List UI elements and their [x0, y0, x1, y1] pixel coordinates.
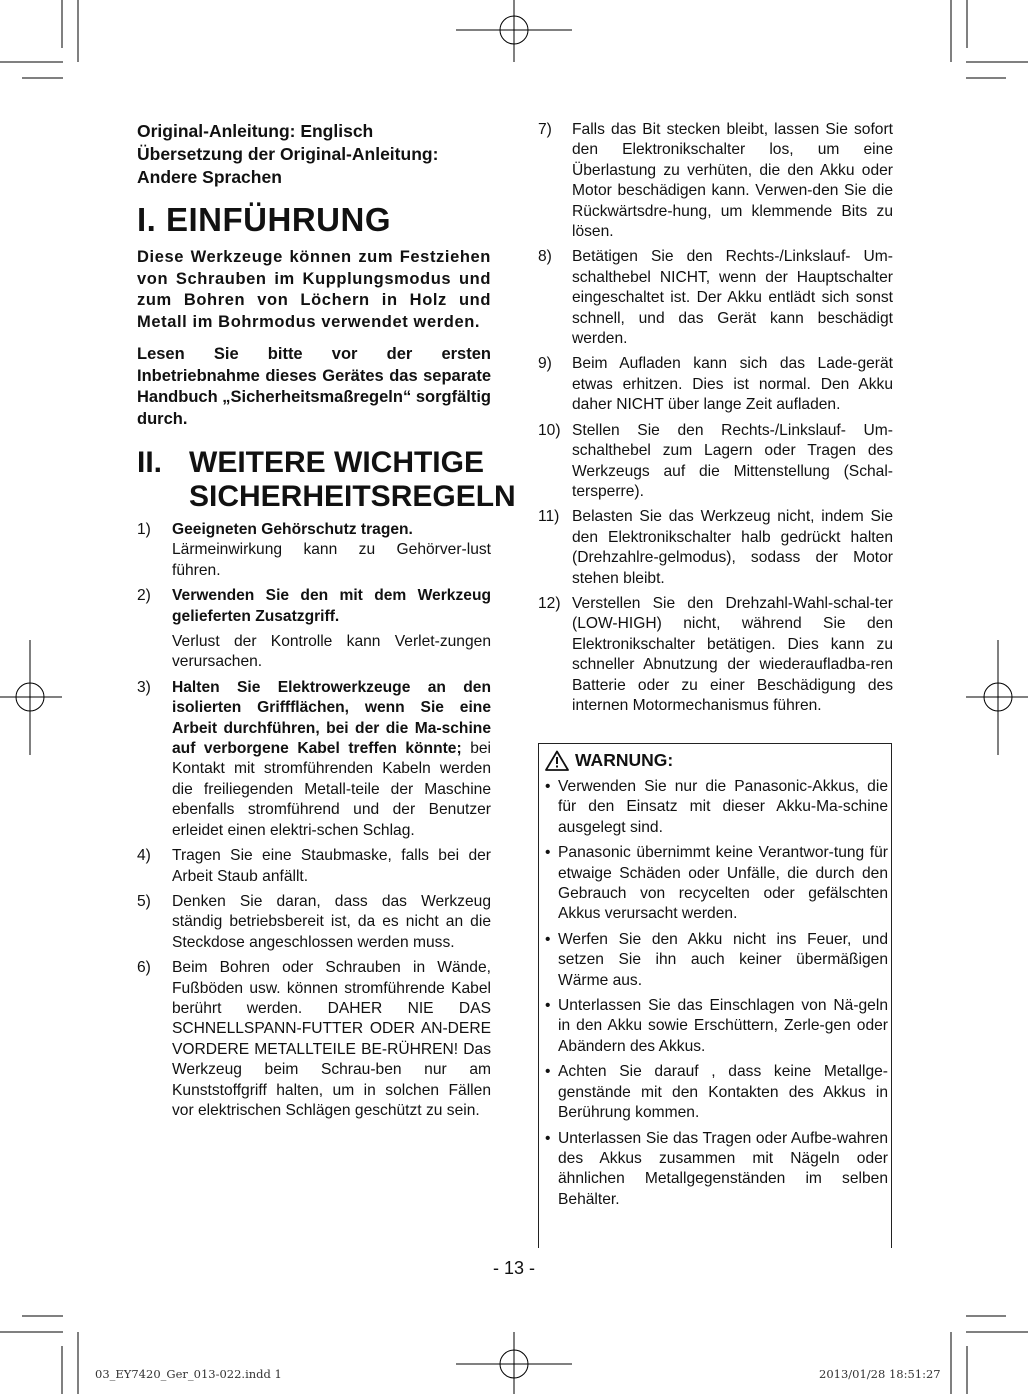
item-text: Belasten Sie das Werkzeug nicht, indem Sie den Elektronikschalter halb gedrückt halten (Drehzahlre-gelmodus), sodass der Motor stehen bleibt. [572, 508, 893, 587]
list-item [538, 594, 893, 716]
item-text: Verlust der Kontrolle kann Verlet-zungen verursachen. [172, 633, 491, 671]
section-title-safety [137, 446, 516, 514]
item-text: Beim Aufladen kann sich das Lade-gerät etwas erhitzen. Dies ist normal. Den Akku daher NICHT über lange Zeit aufladen. [572, 355, 893, 414]
list-item [137, 520, 491, 581]
list-item [137, 958, 491, 1121]
translation-line: Übersetzung der Original-Anleitung: [137, 144, 439, 164]
bullet: • [545, 930, 551, 948]
list-item [538, 120, 893, 242]
warning-item [545, 996, 888, 1057]
bullet: • [545, 997, 551, 1015]
list-item [137, 678, 491, 841]
section-number: II. [137, 446, 163, 479]
item-text: Falls das Bit stecken bleibt, lassen Sie sofort den Elektronikschalter los, um eine Überlastung zu verhüten, die den Akku oder Motor beschädigen kann. Verwen-den Sie die Rückwärtsdre-hung, um klemmende Bits zu lösen. [572, 121, 893, 241]
item-number: 3) [137, 678, 151, 696]
item-text: Tragen Sie eine Staubmaske, falls bei der Arbeit Staub anfällt. [172, 847, 491, 885]
item-number: 5) [137, 892, 151, 910]
warning-item [545, 843, 888, 925]
warning-box [538, 743, 892, 1248]
section-title-line2: SICHERHEITSREGELN [189, 480, 516, 513]
list-item [137, 586, 491, 673]
list-item [538, 507, 893, 589]
left-column [137, 120, 516, 1126]
bullet: • [545, 1063, 551, 1081]
warning-item [545, 930, 888, 991]
bullet: • [545, 778, 551, 795]
list-item [137, 846, 491, 887]
warning-triangle-icon [545, 750, 569, 771]
item-number: 8) [538, 248, 552, 266]
page-number: - 13 - [492, 1258, 535, 1278]
item-text: Lärmeinwirkung kann zu Gehörver-lust führen. [172, 541, 491, 579]
section-title-line1: WEITERE WICHTIGE [189, 446, 484, 479]
warning-item [545, 1062, 888, 1123]
intro-paragraph-2: Lesen Sie bitte vor der ersten Inbetriebnahme dieses Gerätes das separate Handbuch „Sicherheitsmaßregeln“ sorgfältig durch. [137, 345, 491, 428]
item-number: 4) [137, 847, 151, 865]
warning-text: Panasonic übernimmt keine Verantwor-tung für etwaige Schäden oder Unfälle, die durch den Gebrauch von recycelten oder gefälschten Akkus verursacht werden. [558, 844, 888, 923]
item-bold-text: Geeigneten Gehörschutz tragen. [172, 521, 413, 538]
right-column [538, 120, 893, 1250]
item-number: 11) [538, 508, 560, 526]
footer-file-name: 03_EY7420_Ger_013-022.indd 1 [95, 1367, 282, 1381]
item-number: 10) [538, 421, 561, 439]
warning-text: Unterlassen Sie das Tragen oder Aufbe-wahren des Akkus zusammen mit Nägeln oder ähnlichen Metallgegenständen im selben Behälter. [558, 1129, 888, 1208]
safety-rules-list-left [137, 520, 491, 1121]
warning-text: Unterlassen Sie das Einschlagen von Nä-geln in den Akku sowie Erschüttern, Zerle-gen oder Abändern des Akkus. [558, 997, 888, 1055]
item-text: Betätigen Sie den Rechts-/Linkslauf- Um-schalthebel NICHT, wenn der Hauptschalter eingeschaltet ist. Der Akku entlädt sich sonst schnell, und das Gerät kann beschädigt werden. [572, 248, 893, 348]
warning-title [545, 750, 888, 771]
warning-item [545, 777, 888, 838]
warning-text: Achten Sie darauf , dass keine Metallge-genstände mit den Kontakten des Akkus in Berührung kommen. [558, 1063, 888, 1122]
item-text: Beim Bohren oder Schrauben in Wände, Fußböden usw. können stromführende Kabel berührt werden. DAHER NIE DAS SCHNELLSPANN-FUTTER ODER AN-DERE VORDERE METALLTEILE BE-RÜHREN! Das Werkzeug beim Schrau-ben nur am Kunststoffgriff halten, um in solchen Fällen vor elektrischen Schlägen geschützt zu sein. [172, 959, 491, 1119]
other-languages-line: Andere Sprachen [137, 167, 282, 187]
intro-paragraph-1: Diese Werkzeuge können zum Festziehen von Schrauben im Kupplungsmodus und zum Bohren von Löchern in Holz und Metall im Bohrmodus verwendet werden. [137, 248, 491, 331]
warning-text: Verwenden Sie nur die Panasonic-Akkus, die für den Einsatz mit dieser Akku-Ma-schine ausgelegt sind. [558, 778, 888, 836]
list-item [538, 421, 893, 503]
item-number: 12) [538, 594, 561, 612]
item-text: Stellen Sie den Rechts-/Linkslauf- Um-schalthebel zum Lagern oder Tragen des Werkzeugs auf die Mittenstellung (Schal-tersperre). [572, 421, 893, 500]
section-title-text [189, 446, 516, 514]
item-number: 7) [538, 121, 552, 138]
bullet: • [545, 1129, 551, 1147]
item-text: bei Kontakt mit stromführenden Kabeln werden die freiliegenden Metall-teile der Maschine ebenfalls stromführend und der Benutzer erleidet einen elektri-schen Schlag. [172, 740, 491, 839]
item-bold-text: Verwenden Sie den mit dem Werkzeug gelieferten Zusatzgriff. [172, 587, 491, 625]
warning-item [545, 1129, 888, 1211]
warning-title-text: WARNUNG: [575, 750, 674, 770]
item-text: Denken Sie daran, dass das Werkzeug ständig betriebsbereit ist, da es nicht an die Steckdose angeschlossen werden muss. [172, 892, 491, 951]
bullet: • [545, 844, 551, 862]
item-text: Verstellen Sie den Drehzahl-Wahl-schal-ter (LOW-HIGH) nicht, während Sie den Elektronikschalter betätigen. Dies kann zu schneller Abnutzung der wiederaufladba-ren Batterie oder zu einer Beschädigung des internen Motormechanismus führen. [572, 594, 893, 714]
original-language-line: Original-Anleitung: Englisch [137, 121, 374, 141]
item-number: 1) [137, 521, 151, 538]
list-item [538, 247, 893, 349]
item-number: 6) [137, 959, 151, 977]
list-item [137, 892, 491, 953]
warning-text: Werfen Sie den Akku nicht ins Feuer, und setzen Sie ihn auch keiner übermäßigen Wärme aus. [558, 930, 888, 989]
item-bold-text: Halten Sie Elektrowerkzeuge an den isolierten Griffflächen, wenn Sie eine Arbeit durchführen, bei der die Ma-schine auf verborgene Kabel treffen könnte; [172, 678, 491, 758]
item-number: 9) [538, 355, 552, 373]
section-title-introduction: I. EINFÜHRUNG [137, 201, 391, 238]
item-number: 2) [137, 587, 151, 605]
footer-timestamp: 2013/01/28 18:51:27 [819, 1367, 941, 1381]
safety-rules-list-right [538, 120, 893, 716]
list-item [538, 354, 893, 415]
